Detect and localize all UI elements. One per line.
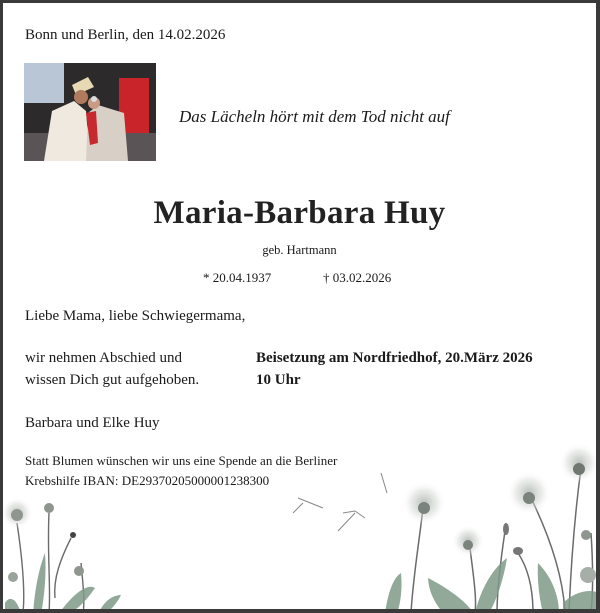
burial-info (256, 347, 533, 391)
deceased-name: Maria-Barbara Huy (153, 195, 446, 231)
farewell-text (25, 347, 199, 391)
donation-iban: Krebshilfe IBAN: DE29370205000001238300 (25, 473, 270, 488)
greeting: Liebe Mama, liebe Schwiegermama, (25, 308, 246, 324)
death-date: † 03.02.2026 (323, 270, 392, 285)
burial-time: 10 Uhr (256, 372, 301, 388)
burial-location-date: Beisetzung am Nordfriedhof, 20.März 2026 (256, 350, 533, 366)
birth-date: * 20.04.1937 (203, 270, 272, 285)
signers: Barbara und Elke Huy (25, 415, 160, 431)
memorial-photo (24, 63, 156, 161)
place-and-date: Bonn und Berlin, den 14.02.2026 (25, 27, 226, 43)
farewell-line: wir nehmen Abschied und (25, 350, 183, 366)
farewell-line: wissen Dich gut aufgehoben. (25, 372, 200, 388)
donation-request (25, 451, 337, 491)
motto: Das Lächeln hört mit dem Tod nicht auf (179, 107, 450, 126)
donation-line: Statt Blumen wünschen wir uns eine Spende an die Berliner (25, 453, 338, 468)
maiden-name: geb. Hartmann (262, 243, 337, 257)
